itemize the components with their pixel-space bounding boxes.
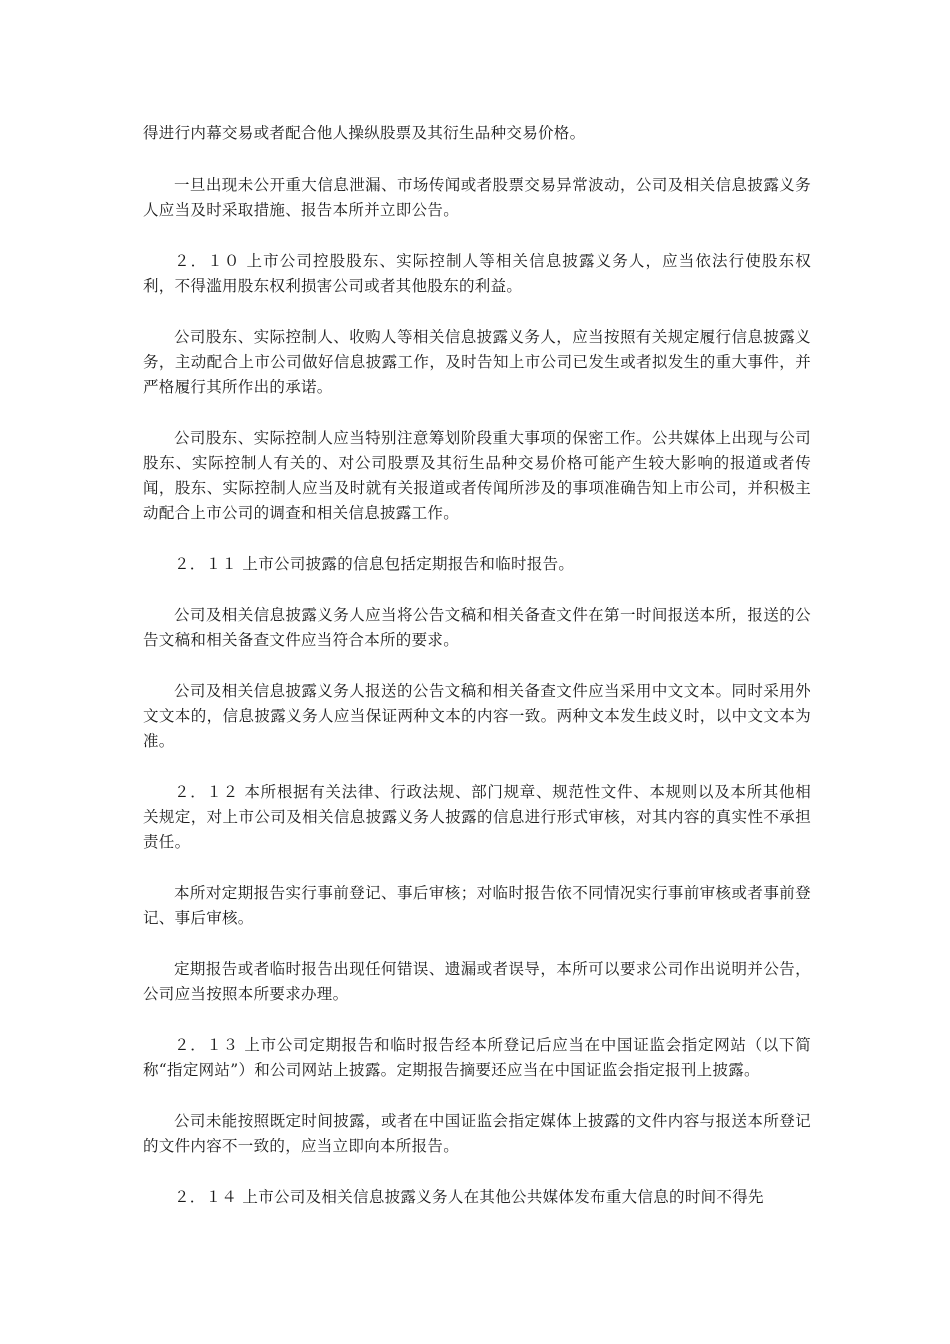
article-2-14: ２．１４ 上市公司及相关信息披露义务人在其他公共媒体发布重大信息的时间不得先	[174, 1188, 764, 1206]
paragraph: 公司及相关信息披露义务人应当将公告文稿和相关备查文件在第一时间报送本所，报送的公告文稿和相关备查文件应当符合本所的要求。	[143, 606, 811, 649]
paragraph: 定期报告或者临时报告出现任何错误、遗漏或者误导，本所可以要求公司作出说明并公告，公司应当按照本所要求办理。	[143, 960, 811, 1003]
paragraph: 公司未能按照既定时间披露，或者在中国证监会指定媒体上披露的文件内容与报送本所登记的文件内容不一致的，应当立即向本所报告。	[143, 1112, 811, 1155]
article-2-12: ２．１２ 本所根据有关法律、行政法规、部门规章、规范性文件、本规则以及本所其他相关规定，对上市公司及相关信息披露义务人披露的信息进行形式审核，对其内容的真实性不承担责任。	[143, 783, 811, 851]
paragraph-continuation: 得进行内幕交易或者配合他人操纵股票及其衍生品种交易价格。	[143, 124, 586, 142]
article-2-13: ２．１３ 上市公司定期报告和临时报告经本所登记后应当在中国证监会指定网站（以下简称“指定网站”）和公司网站上披露。定期报告摘要还应当在中国证监会指定报刊上披露。	[143, 1036, 811, 1079]
document-page	[143, 121, 811, 1236]
paragraph: 公司股东、实际控制人、收购人等相关信息披露义务人，应当按照有关规定履行信息披露义务，主动配合上市公司做好信息披露工作，及时告知上市公司已发生或者拟发生的重大事件，并严格履行其所作出的承诺。	[143, 328, 811, 396]
article-2-10: ２．１０ 上市公司控股股东、实际控制人等相关信息披露义务人，应当依法行使股东权利，不得滥用股东权利损害公司或者其他股东的利益。	[143, 252, 811, 295]
article-2-11: ２．１１ 上市公司披露的信息包括定期报告和临时报告。	[174, 555, 575, 573]
paragraph: 公司股东、实际控制人应当特别注意筹划阶段重大事项的保密工作。公共媒体上出现与公司股东、实际控制人有关的、对公司股票及其衍生品种交易价格可能产生较大影响的报道或者传闻，股东、实际控制人应当及时就有关报道或者传闻所涉及的事项准确告知上市公司，并积极主动配合上市公司的调查和相关信息披露工作。	[143, 429, 811, 522]
paragraph: 本所对定期报告实行事前登记、事后审核；对临时报告依不同情况实行事前审核或者事前登记、事后审核。	[143, 884, 811, 927]
paragraph: 一旦出现未公开重大信息泄漏、市场传闻或者股票交易异常波动，公司及相关信息披露义务人应当及时采取措施、报告本所并立即公告。	[143, 176, 811, 219]
paragraph: 公司及相关信息披露义务人报送的公告文稿和相关备查文件应当采用中文文本。同时采用外文文本的，信息披露义务人应当保证两种文本的内容一致。两种文本发生歧义时，以中文文本为准。	[143, 682, 811, 750]
